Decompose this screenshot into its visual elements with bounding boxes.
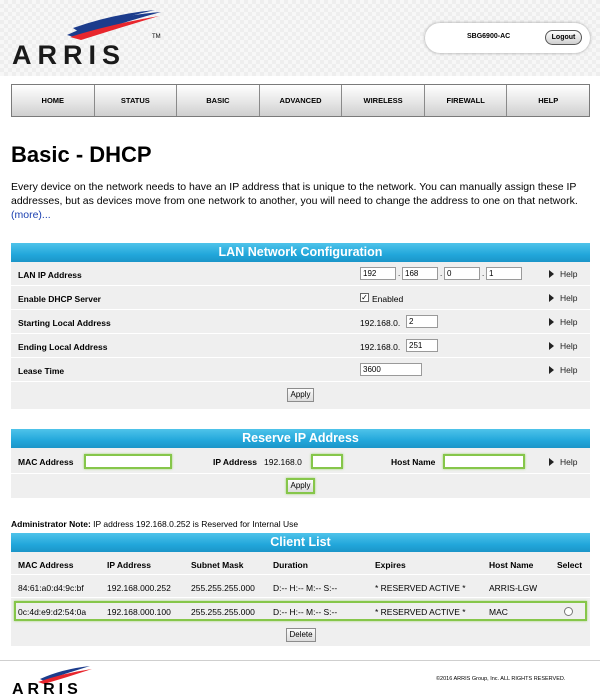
end-address-label: Ending Local Address [18, 342, 108, 352]
table-row [11, 575, 590, 598]
cell-ip: 192.168.000.252 [107, 583, 171, 593]
lease-time-row [11, 358, 590, 382]
nav-status[interactable]: STATUS [95, 85, 178, 116]
cell-host: ARRIS-LGW [489, 583, 538, 593]
admin-note [11, 519, 298, 529]
more-link[interactable]: (more)... [11, 209, 51, 221]
reserve-ip-row [11, 448, 590, 474]
host-name-input[interactable] [443, 454, 525, 469]
triangle-right-icon [549, 318, 554, 326]
main-nav [11, 84, 590, 117]
client-list-title: Client List [11, 533, 590, 552]
mac-address-input[interactable] [84, 454, 172, 469]
copyright: ©2016 ARRIS Group, Inc. ALL RIGHTS RESERVED. [436, 676, 566, 682]
reserve-ip-label: IP Address [213, 457, 257, 467]
ip-dot: . [482, 269, 485, 278]
help-link[interactable] [549, 457, 577, 467]
lan-ip-octet-1[interactable]: 192 [360, 267, 396, 280]
footer-logo [12, 665, 92, 698]
lan-config-panel [11, 243, 590, 409]
header [0, 0, 600, 76]
dhcp-server-row [11, 286, 590, 310]
help-link[interactable] [549, 269, 577, 279]
end-address-row [11, 334, 590, 358]
help-label: Help [560, 269, 578, 279]
cell-mac: 84:61:a0:d4:9c:bf [18, 583, 84, 593]
admin-note-bold: Administrator Note: [11, 519, 91, 529]
reserve-ip-input[interactable] [311, 454, 343, 469]
nav-basic[interactable]: BASIC [177, 85, 260, 116]
col-host: Host Name [489, 560, 534, 570]
start-address-prefix: 192.168.0. [360, 318, 401, 328]
lease-time-label: Lease Time [18, 366, 65, 376]
cell-expires: * RESERVED ACTIVE * [375, 607, 466, 617]
help-label: Help [560, 293, 578, 303]
client-list-panel [11, 533, 590, 646]
mac-address-label: MAC Address [18, 457, 74, 467]
triangle-right-icon [549, 342, 554, 350]
help-label: Help [560, 365, 578, 375]
admin-note-text: IP address 192.168.0.252 is Reserved for Internal Use [90, 519, 299, 529]
ip-dot: . [440, 269, 443, 278]
logo-text: ARRIS [12, 40, 127, 70]
cell-host: MAC [489, 607, 508, 617]
col-expires: Expires [375, 560, 406, 570]
triangle-right-icon [549, 270, 554, 278]
reserve-ip-title: Reserve IP Address [11, 429, 590, 448]
nav-advanced[interactable]: ADVANCED [260, 85, 343, 116]
arris-logo [12, 10, 172, 70]
end-address-input[interactable]: 251 [406, 339, 438, 352]
dhcp-server-label: Enable DHCP Server [18, 294, 101, 304]
nav-home[interactable]: HOME [12, 85, 95, 116]
select-radio[interactable] [564, 607, 573, 616]
end-address-prefix: 192.168.0. [360, 342, 401, 352]
nav-help[interactable]: HELP [538, 96, 559, 105]
col-duration: Duration [273, 560, 308, 570]
intro-body: Every device on the network needs to have an IP address that is unique to the network. You can manually assign these IP addresses, but as devices move from one network to another, you will need to change the address to one on that network. [11, 181, 578, 207]
cell-duration: D:-- H:-- M:-- S:-- [273, 607, 338, 617]
model-pill [425, 23, 590, 53]
help-link[interactable] [549, 293, 577, 303]
logo-tm: TM [152, 34, 161, 40]
help-link[interactable] [549, 365, 577, 375]
nav-wireless[interactable]: WIRELESS [342, 85, 425, 116]
delete-button[interactable]: Delete [286, 628, 316, 642]
start-address-label: Starting Local Address [18, 318, 111, 328]
triangle-right-icon [549, 458, 554, 466]
lan-ip-octet-2[interactable]: 168 [402, 267, 438, 280]
cell-duration: D:-- H:-- M:-- S:-- [273, 583, 338, 593]
help-link[interactable] [549, 317, 577, 327]
cell-subnet: 255.255.255.000 [191, 607, 255, 617]
col-subnet: Subnet Mask [191, 560, 244, 570]
client-table-header [11, 552, 590, 575]
intro-text [11, 180, 591, 222]
col-select: Select [557, 560, 583, 570]
cell-expires: * RESERVED ACTIVE * [375, 583, 466, 593]
triangle-right-icon [549, 366, 554, 374]
start-address-row [11, 310, 590, 334]
help-label: Help [560, 317, 578, 327]
lan-ip-label: LAN IP Address [18, 270, 82, 280]
dhcp-enabled-label: Enabled [372, 294, 404, 304]
table-row [14, 601, 587, 621]
lan-config-title: LAN Network Configuration [11, 243, 590, 262]
col-mac: MAC Address [18, 560, 74, 570]
ip-dot: . [398, 269, 401, 278]
footer-logo-text: ARRIS [12, 681, 82, 698]
lan-ip-octet-4[interactable]: 1 [486, 267, 522, 280]
reserve-ip-panel [11, 429, 590, 498]
reserve-apply-button[interactable]: Apply [286, 478, 315, 494]
cell-ip: 192.168.000.100 [107, 607, 171, 617]
logout-button[interactable]: Logout [545, 30, 582, 45]
model-name: SBG6900-AC [467, 33, 511, 40]
triangle-right-icon [549, 294, 554, 302]
host-name-label: Host Name [391, 457, 436, 467]
col-ip: IP Address [107, 560, 151, 570]
logo-swoosh-icon [67, 10, 162, 40]
lease-time-input[interactable]: 3600 [360, 363, 422, 376]
reserve-ip-prefix: 192.168.0 [264, 457, 302, 467]
help-label: Help [560, 341, 578, 351]
lan-apply-button[interactable]: Apply [287, 388, 314, 402]
lan-ip-row [11, 262, 590, 286]
cell-mac: 0c:4d:e9:d2:54:0a [18, 607, 87, 617]
lan-ip-octet-3[interactable]: 0 [444, 267, 480, 280]
dhcp-enable-checkbox[interactable]: ✓ [361, 293, 368, 302]
nav-firewall[interactable]: FIREWALL [425, 85, 508, 116]
help-link[interactable] [549, 341, 577, 351]
footer [0, 660, 600, 698]
page-title: Basic - DHCP [11, 142, 152, 167]
help-label: Help [560, 457, 578, 467]
cell-subnet: 255.255.255.000 [191, 583, 255, 593]
start-address-input[interactable]: 2 [406, 315, 438, 328]
